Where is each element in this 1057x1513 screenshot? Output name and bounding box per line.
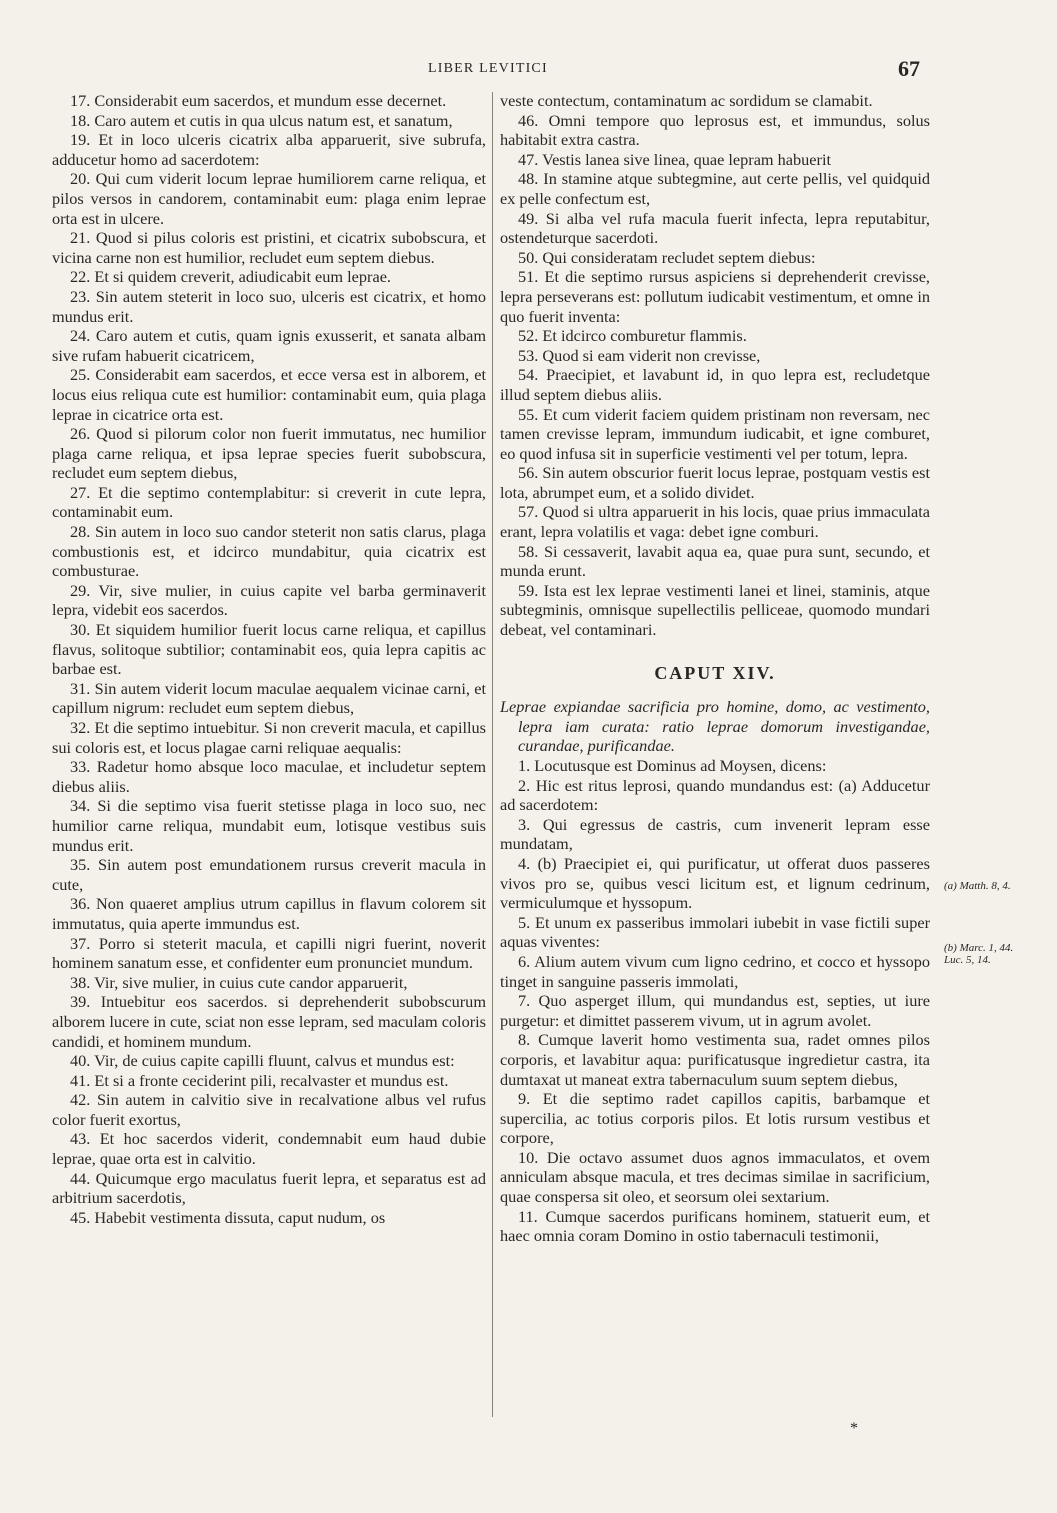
verse: 34. Si die septimo visa fuerit stetisse plaga in loco suo, nec humilior carne reliqua, mundabit eum, lotisque vestibus suis mundus erit. — [52, 796, 486, 855]
verse: 38. Vir, sive mulier, in cuius cute candor apparuerit, — [70, 972, 408, 992]
verse: 40. Vir, de cuius capite capilli fluunt, calvus et mundus est: — [70, 1051, 455, 1071]
verse: 53. Quod si eam viderit non crevisse, — [518, 345, 761, 365]
verse: 42. Sin autem in calvitio sive in recalvatione albus vel rufus color fuerit exortus, — [52, 1090, 486, 1129]
verse: 45. Habebit vestimenta dissuta, caput nudum, os — [70, 1207, 386, 1227]
verse: 49. Si alba vel rufa macula fuerit infecta, lepra reputabitur, ostendeturque sacerdoti. — [500, 208, 930, 248]
verse: 3. Qui egressus de castris, cum invenerit lepram esse mundatam, — [500, 814, 930, 854]
verse: 21. Quod si pilus coloris est pristini, et cicatrix subobscura, et vicina carne non est humilior, recludet eum septem diebus. — [52, 228, 486, 267]
verse: 31. Sin autem viderit locum maculae aequalem vicinae carni, et capillum nigrum: recludet eum septem diebus, — [52, 678, 486, 718]
running-title: LIBER LEVITICI — [428, 61, 548, 76]
verse: 39. Intuebitur eos sacerdos. si deprehenderit subobscurum alborem lucere in cute, sciat non esse lepram, sed maculam coloris candidi, et hominem mundum. — [52, 992, 487, 1051]
verse: 24. Caro autem et cutis, quam ignis exusserit, et sanata albam sive rufam habuerit cicatricem, — [52, 326, 486, 365]
verse: 11. Cumque sacerdos purificans hominem, statuerit eum, et haec omnia coram Domino in ostio tabernaculi testimonii, — [500, 1206, 930, 1246]
verse: 59. Ista est lex leprae vestimenti lanei et linei, staminis, atque subtegminis, omnisque supellectilis pelliceae, quomodo mundari debeat, vel contaminari. — [500, 580, 930, 640]
verse: 2. Hic est ritus leprosi, quando mundandus est: (a) Adducetur ad sacerdotem: — [500, 775, 930, 815]
verse: 6. Alium autem vivum cum ligno cedrino, et cocco et hyssopo tinget in sanguine passeris immolati, — [500, 951, 930, 991]
verse: 8. Cumque laverit homo vestimenta sua, radet omnes pilos corporis, et lavabitur aqua: purificatusque ingredietur castra, ita dumtaxat ut maneat extra tabernaculum suum septem diebus, — [500, 1030, 930, 1089]
verse: 54. Praecipiet, et lavabunt id, in quo lepra est, recludetque illud septem diebus aliis. — [500, 365, 930, 404]
verse: 5. Et unum ex passeribus immolari iubebit in vase fictili super aquas viventes: — [500, 912, 930, 952]
verse: 32. Et die septimo intuebitur. Si non creverit macula, et capillus sui coloris est, et locus plagae carni reliquae aequalis: — [52, 718, 486, 757]
verse: 52. Et idcirco comburetur flammis. — [518, 326, 747, 346]
verse: 37. Porro si steterit macula, et capilli nigri fuerint, noverit hominem sanatum esse, et confidenter eum pronunciet mundum. — [52, 933, 486, 973]
verse: 7. Quo asperget illum, qui mundandus est, septies, ut iure purgetur: et dimittet passerem vivum, ut in agrum avolet. — [500, 991, 930, 1030]
verse: 28. Sin autem in loco suo candor steterit non satis clarus, plaga combustionis est, et idcirco mundabitur, quia cicatrix est combusturae. — [52, 522, 486, 581]
verse: 56. Sin autem obscurior fuerit locus leprae, postquam vestis est lota, abrumpet eum, et a solido dividet. — [500, 463, 930, 502]
verse: 35. Sin autem post emundationem rursus creverit macula in cute, — [52, 855, 486, 894]
verse: 25. Considerabit eam sacerdos, et ecce versa est in alborem, et locus eius reliqua cute est humilior: contaminabit eum, quia plaga leprae in cicatrice orta est. — [52, 365, 486, 424]
verse: 27. Et die septimo contemplabitur: si creverit in cute lepra, contaminabit eum. — [52, 482, 486, 522]
continuation-text: veste contectum, contaminatum ac sordidum se clamabit. — [500, 91, 873, 110]
verse: 30. Et siquidem humilior fuerit locus carne reliqua, et capillus flavus, solitoque subtilior; contaminabit eos, quia lepra capitis ac barbae est. — [52, 620, 486, 679]
verse: 10. Die octavo assumet duos agnos immaculatos, et ovem anniculam absque macula, et tres decimas similae in sacrificium, quae conspersa sit oleo, et seorsum olei sextarium. — [500, 1147, 930, 1207]
verse: 33. Radetur homo absque loco maculae, et includetur septem diebus aliis. — [52, 757, 486, 796]
verse: 1. Locutusque est Dominus ad Moysen, dicens: — [518, 756, 827, 775]
verse: 36. Non quaeret amplius utrum capillus in flavum colorem sit immutatus, quia aperte immundus est. — [52, 894, 486, 933]
verse: 48. In stamine atque subtegmine, aut certe pellis, vel quidquid ex pelle confectum est, — [500, 169, 930, 208]
margin-note-a: (a) Matth. 8, 4. — [944, 880, 1011, 892]
verse: 50. Qui consideratam recludet septem diebus: — [518, 247, 816, 267]
signature-mark: * — [850, 1420, 858, 1437]
verse: 17. Considerabit eum sacerdos, et mundum esse decernet. — [70, 91, 447, 110]
chapter-heading: CAPUT XIV. — [654, 662, 776, 683]
verse: 41. Et si a fronte ceciderint pili, recalvaster et mundus est. — [70, 1070, 449, 1090]
verse: 4. (b) Praecipiet ei, qui purificatur, ut offerat duos passeres vivos pro se, quibus vesci licitum est, et lignum cedrinum, vermiculumque et hyssopum. — [500, 853, 930, 913]
verse: 23. Sin autem steterit in loco suo, ulceris est cicatrix, et homo mundus erit. — [52, 286, 486, 326]
verse: 44. Quicumque ergo maculatus fuerit lepra, et separatus est ad arbitrium sacerdotis, — [52, 1168, 486, 1208]
verse: 9. Et die septimo radet capillos capitis, barbamque et supercilia, ac totius corporis pilos. Et lotis rursum vestibus et corpore, — [500, 1089, 930, 1148]
page-header — [0, 56, 1057, 82]
verses-top — [500, 111, 930, 640]
verse: 26. Quod si pilorum color non fuerit immutatus, nec humilior plaga carne reliqua, et ipsa leprae species fuerit subobscura, recludet eum septem diebus, — [52, 424, 486, 483]
verse: 51. Et die septimo rursus aspiciens si deprehenderit crevisse, lepra perseverans est: pollutum iudicabit vestimentum, et omne in quo fuerit inventa: — [500, 267, 930, 326]
column-rule — [492, 92, 493, 1417]
verse: 57. Quod si ultra apparuerit in his locis, quae prius immaculata erant, lepra volatilis et vaga: debet igne comburi. — [500, 502, 930, 542]
verses-bottom — [500, 756, 930, 1246]
verse: 55. Et cum viderit faciem quidem pristinam non reversam, nec tamen crevisse lepram, immundum iudicabit, et igne comburet, eo quod infusa sit in superficie vestimenti vel per totum, lepra. — [500, 404, 930, 463]
verse: 22. Et si quidem creverit, adiudicabit eum leprae. — [70, 267, 391, 287]
verse: 20. Qui cum viderit locum leprae humiliorem carne reliqua, et pilos versos in candorem, contaminabit eum: plaga enim leprae orta est in ulcere. — [52, 169, 486, 228]
verse: 18. Caro autem et cutis in qua ulcus natum est, et sanatum, — [70, 110, 453, 130]
margin-note-b: (b) Marc. 1, 44. Luc. 5, 14. — [944, 942, 1014, 966]
verse: 43. Et hoc sacerdos viderit, condemnabit eum haud dubie leprae, quae orta est in calvitio. — [52, 1129, 486, 1169]
page-number: 67 — [898, 56, 920, 81]
verse: 46. Omni tempore quo leprosus est, et immundus, solus habitabit extra castra. — [500, 110, 930, 150]
verse: 29. Vir, sive mulier, in cuius capite vel barba germinaverit lepra, videbit eos sacerdos. — [52, 580, 486, 620]
verse: 58. Si cessaverit, lavabit aqua ea, quae pura sunt, secundo, et munda erunt. — [500, 541, 930, 581]
left-column — [52, 91, 486, 1227]
right-column — [500, 91, 930, 1246]
chapter-summary: Leprae expiandae sacrificia pro homine, domo, ac vestimento, lepra iam curata: ratio leprae domorum investigandae, curandae, purificandae. — [500, 697, 930, 756]
verse: 19. Et in loco ulceris cicatrix alba apparuerit, sive subrufa, adducetur homo ad sacerdotem: — [52, 130, 486, 169]
verse: 47. Vestis lanea sive linea, quae lepram habuerit — [518, 149, 832, 169]
